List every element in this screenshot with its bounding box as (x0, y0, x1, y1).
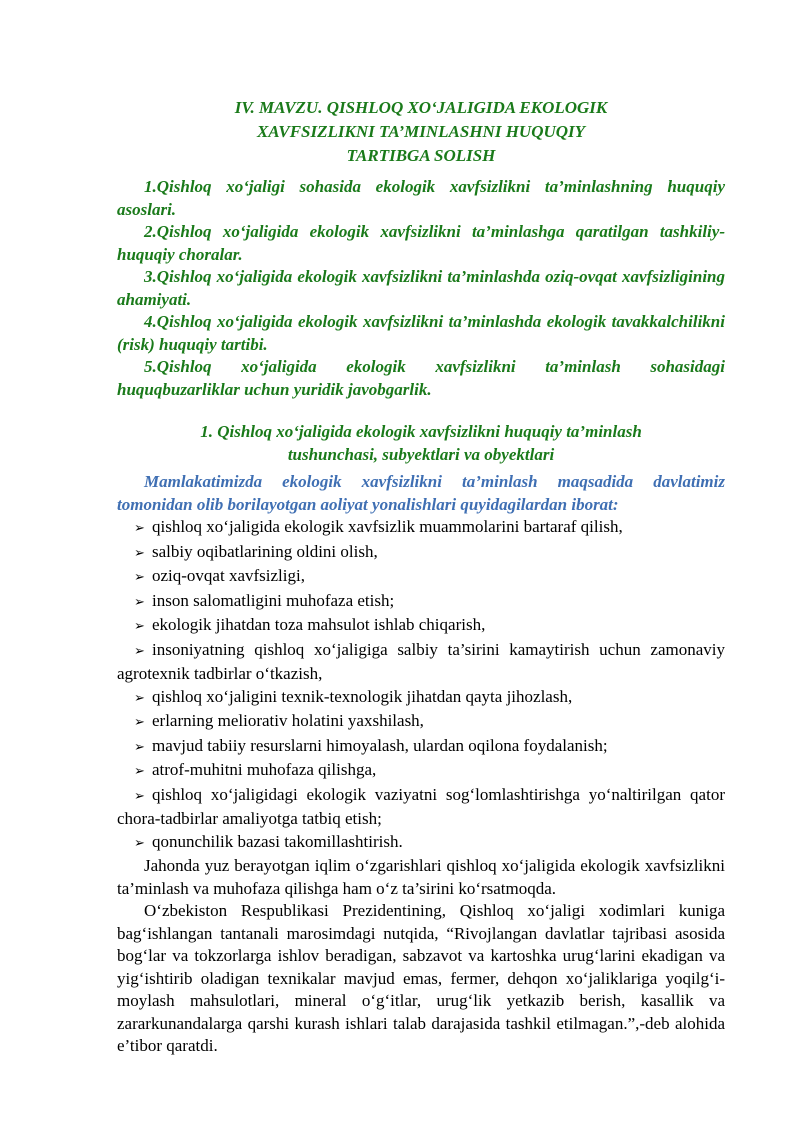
title-line: XAVFSIZLIKNI TA’MINLASHNI HUQUQIY (256, 122, 586, 141)
list-item-text: qishloq xo‘jaligini texnik-texnologik jihatdan qayta jihozlash, (152, 686, 573, 706)
arrow-bullet-icon: ➢ (134, 764, 145, 779)
bullet-list (117, 516, 725, 855)
arrow-bullet-icon: ➢ (134, 788, 145, 804)
list-item (117, 784, 725, 831)
plan-item: 2.Qishloq xo‘jaligida ekologik xavfsizlikni ta’minlashga qaratilgan tashkiliy-huquqiy choralar. (117, 222, 725, 264)
list-item (117, 565, 725, 590)
plan-item: 5.Qishloq xo‘jaligida ekologik xavfsizlikni ta’minlash sohasidagi huquqbuzarliklar uchun yuridik javobgarlik. (117, 357, 725, 399)
list-item-text: qishloq xo‘jaligidagi ekologik vaziyatni sog‘lomlashtirishga yo‘naltirilgan qator chora-tadbirlar amaliyotga tatbiq etish; (117, 784, 725, 828)
section-title-line: tushunchasi, subyektlari va obyektlari (287, 444, 555, 464)
arrow-bullet-icon: ➢ (134, 690, 145, 706)
list-item (117, 590, 725, 615)
list-item (117, 614, 725, 639)
body-paragraph: O‘zbekiston Respublikasi Prezidentining, Qishloq xo‘jaligi xodimlari kuniga bag‘ishlangan tantanali marosimdagi nutqida, “Rivojlangan davlatlar tajribasi asosida bog‘lar va tokzorlarga ishlov beradigan, sabzavot va kartoshka urug‘larini ekadigan va yig‘ishtirib oladigan texnikalar mavjud emas, fermer, dehqon xo‘jaliklariga yoqilg‘i-moylash mahsulotlari, mineral o‘g‘itlar, urug‘lik yetkazib berish, kasallik va zararkunandalarga qarshi kurash ishlari talab darajasida tashkil etilmagan.”,-deb alohida e’tibor qaratdi. (117, 901, 725, 1055)
arrow-bullet-icon: ➢ (134, 521, 145, 536)
arrow-bullet-icon: ➢ (134, 715, 145, 730)
topic-plan (117, 176, 725, 401)
section-title (117, 421, 725, 466)
title-line: IV. MAVZU. QISHLOQ XO‘JALIGIDA EKOLOGIK (234, 98, 608, 117)
plan-item: 3.Qishloq xo‘jaligida ekologik xavfsizlikni ta’minlashda oziq-ovqat xavfsizligining ahamiyati. (117, 267, 725, 309)
arrow-bullet-icon: ➢ (134, 643, 145, 659)
plan-item: 1.Qishloq xo‘jaligi sohasida ekologik xavfsizlikni ta’minlashning huquqiy asoslari. (117, 177, 725, 219)
body-paragraph: Jahonda yuz berayotgan iqlim o‘zgarishlari qishloq xo‘jaligida ekologik xavfsizlikni ta’minlash va muhofaza qilishga ham o‘z ta’sirini ko‘rsatmoqda. (117, 856, 725, 898)
list-item-text: mavjud tabiiy resurslarni himoyalash, ulardan oqilona foydalanish; (152, 735, 608, 755)
list-item-text: salbiy oqibatlarining oldini olish, (152, 541, 378, 561)
list-item (117, 759, 725, 784)
arrow-bullet-icon: ➢ (134, 835, 145, 851)
section-title-line: 1. Qishloq xo‘jaligida ekologik xavfsizlikni huquqiy ta’minlash (200, 422, 642, 441)
arrow-bullet-icon: ➢ (134, 545, 145, 561)
list-item-text: inson salomatligini muhofaza etish; (152, 590, 395, 610)
list-item (117, 831, 725, 856)
list-item (117, 541, 725, 566)
list-item (117, 686, 725, 711)
intro-paragraph: Mamlakatimizda ekologik xavfsizlikni ta’minlash maqsadida davlatimiz tomonidan olib borilayotgan aoliyat yonalishlari quyidagilardan iborat: (117, 472, 725, 514)
list-item (117, 735, 725, 760)
list-item-text: atrof-muhitni muhofaza qilishga, (152, 760, 377, 779)
arrow-bullet-icon: ➢ (134, 594, 145, 610)
list-item-text: qonunchilik bazasi takomillashtirish. (152, 831, 403, 851)
list-item-text: oziq-ovqat xavfsizligi, (152, 566, 305, 585)
document-page (117, 96, 725, 1058)
list-item-text: qishloq xo‘jaligida ekologik xavfsizlik muammolarini bartaraf qilish, (152, 517, 623, 536)
list-item-text: ekologik jihatdan toza mahsulot ishlab chiqarish, (152, 615, 486, 634)
page-title (117, 96, 725, 168)
list-item (117, 516, 725, 541)
arrow-bullet-icon: ➢ (134, 619, 145, 634)
list-item-text: erlarning meliorativ holatini yaxshilash, (152, 711, 424, 730)
arrow-bullet-icon: ➢ (134, 570, 145, 585)
list-item (117, 639, 725, 686)
list-item-text: insoniyatning qishloq xo‘jaligiga salbiy ta’sirini kamaytirish uchun zamonaviy agrotexnik tadbirlar o‘tkazish, (117, 639, 725, 683)
arrow-bullet-icon: ➢ (134, 739, 145, 755)
list-item (117, 710, 725, 735)
plan-item: 4.Qishloq xo‘jaligida ekologik xavfsizlikni ta’minlashda ekologik tavakkalchilikni (risk) huquqiy tartibi. (117, 312, 725, 354)
title-line: TARTIBGA SOLISH (346, 146, 496, 165)
